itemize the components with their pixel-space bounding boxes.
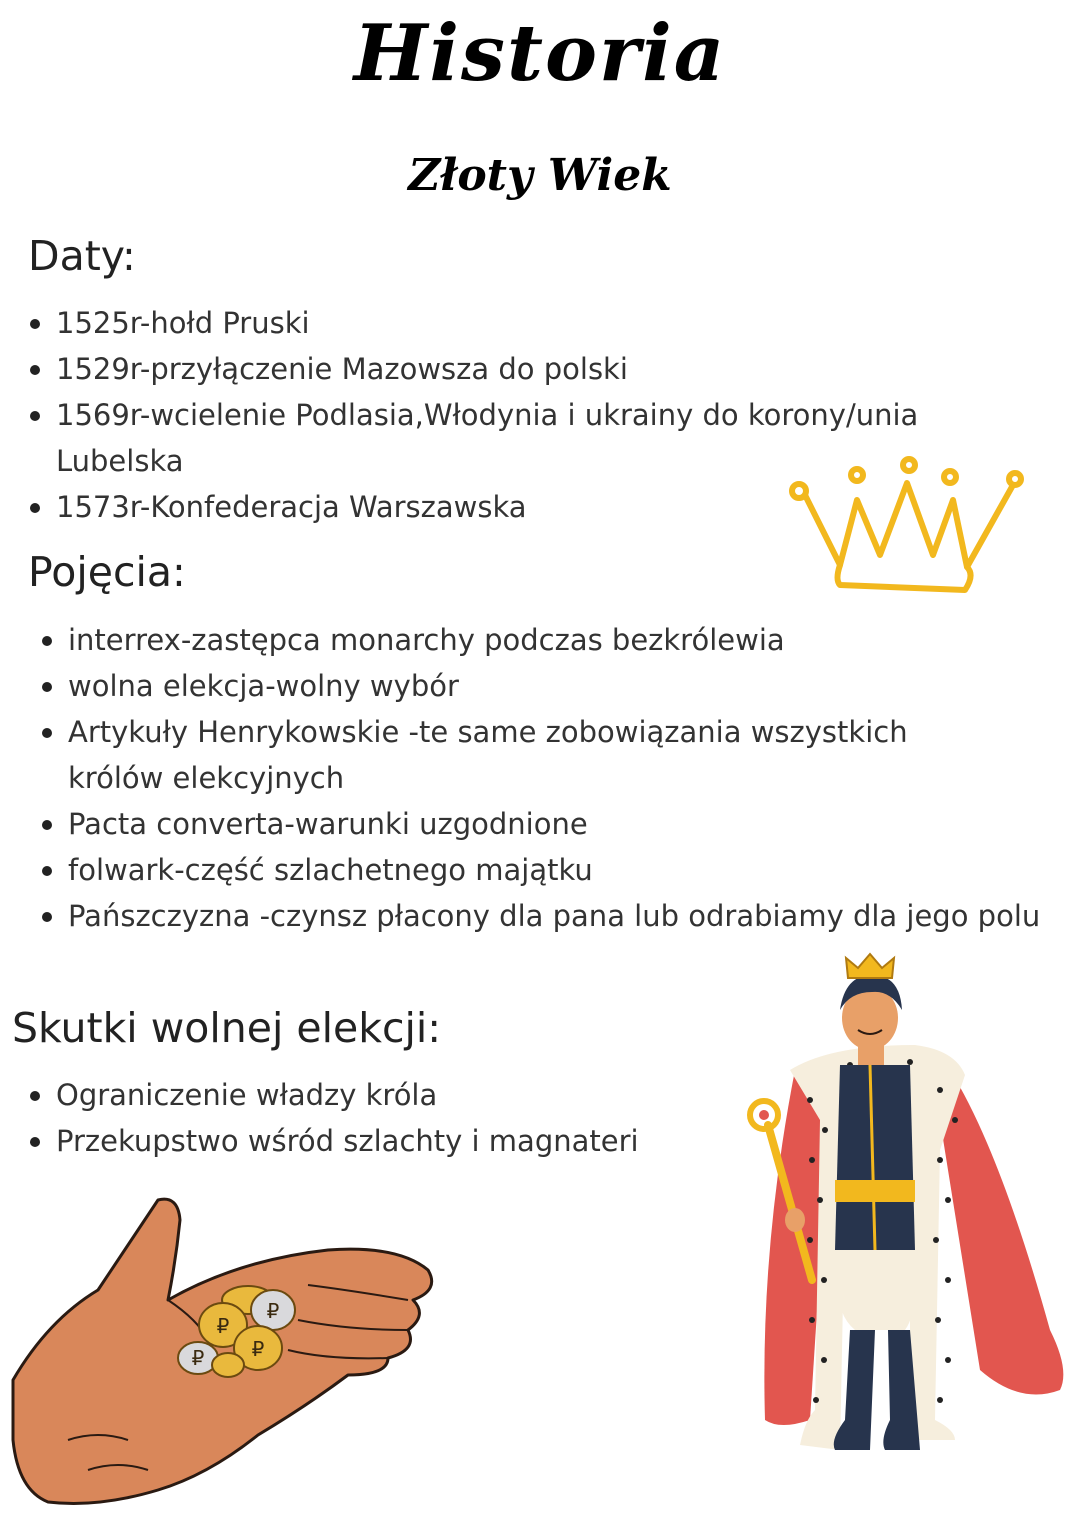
terms-list bbox=[38, 617, 1068, 939]
list-item: 1569r-wcielenie Podlasia,Włodynia i ukrainy do korony/unia Lubelska bbox=[26, 392, 946, 484]
terms-heading: Pojęcia: bbox=[28, 548, 186, 596]
page-title: Historia bbox=[353, 8, 727, 99]
crown-icon bbox=[785, 455, 1030, 600]
list-item: folwark-część szlachetnego majątku bbox=[38, 847, 1068, 893]
effects-list bbox=[26, 1072, 706, 1164]
dates-heading: Daty: bbox=[28, 232, 136, 280]
list-item: 1525r-hołd Pruski bbox=[26, 300, 946, 346]
list-item: wolna elekcja-wolny wybór bbox=[38, 663, 1068, 709]
list-item: Pacta converta-warunki uzgodnione bbox=[38, 801, 1068, 847]
coin-symbol: ₽ bbox=[191, 1346, 205, 1370]
coin-symbol: ₽ bbox=[251, 1337, 265, 1361]
list-item: Artykuły Henrykowskie -te same zobowiązania wszystkich królów elekcyjnych bbox=[38, 709, 1008, 801]
effects-heading: Skutki wolnej elekcji: bbox=[12, 1004, 442, 1052]
list-item: Przekupstwo wśród szlachty i magnateri bbox=[26, 1118, 706, 1164]
list-item: 1573r-Konfederacja Warszawska bbox=[26, 484, 946, 530]
list-item: 1529r-przyłączenie Mazowsza do polski bbox=[26, 346, 946, 392]
list-item: Pańszczyzna -czynsz płacony dla pana lub odrabiamy dla jego polu bbox=[38, 893, 1068, 939]
list-item: interrex-zastępca monarchy podczas bezkrólewia bbox=[38, 617, 1068, 663]
coin-symbol: ₽ bbox=[266, 1299, 280, 1323]
king-illustration bbox=[740, 950, 1075, 1510]
hand-with-coins-illustration bbox=[8, 1190, 443, 1510]
list-item: Ograniczenie władzy króla bbox=[26, 1072, 706, 1118]
coin-symbol: ₽ bbox=[216, 1314, 230, 1338]
page-subtitle: Złoty Wiek bbox=[408, 150, 672, 201]
